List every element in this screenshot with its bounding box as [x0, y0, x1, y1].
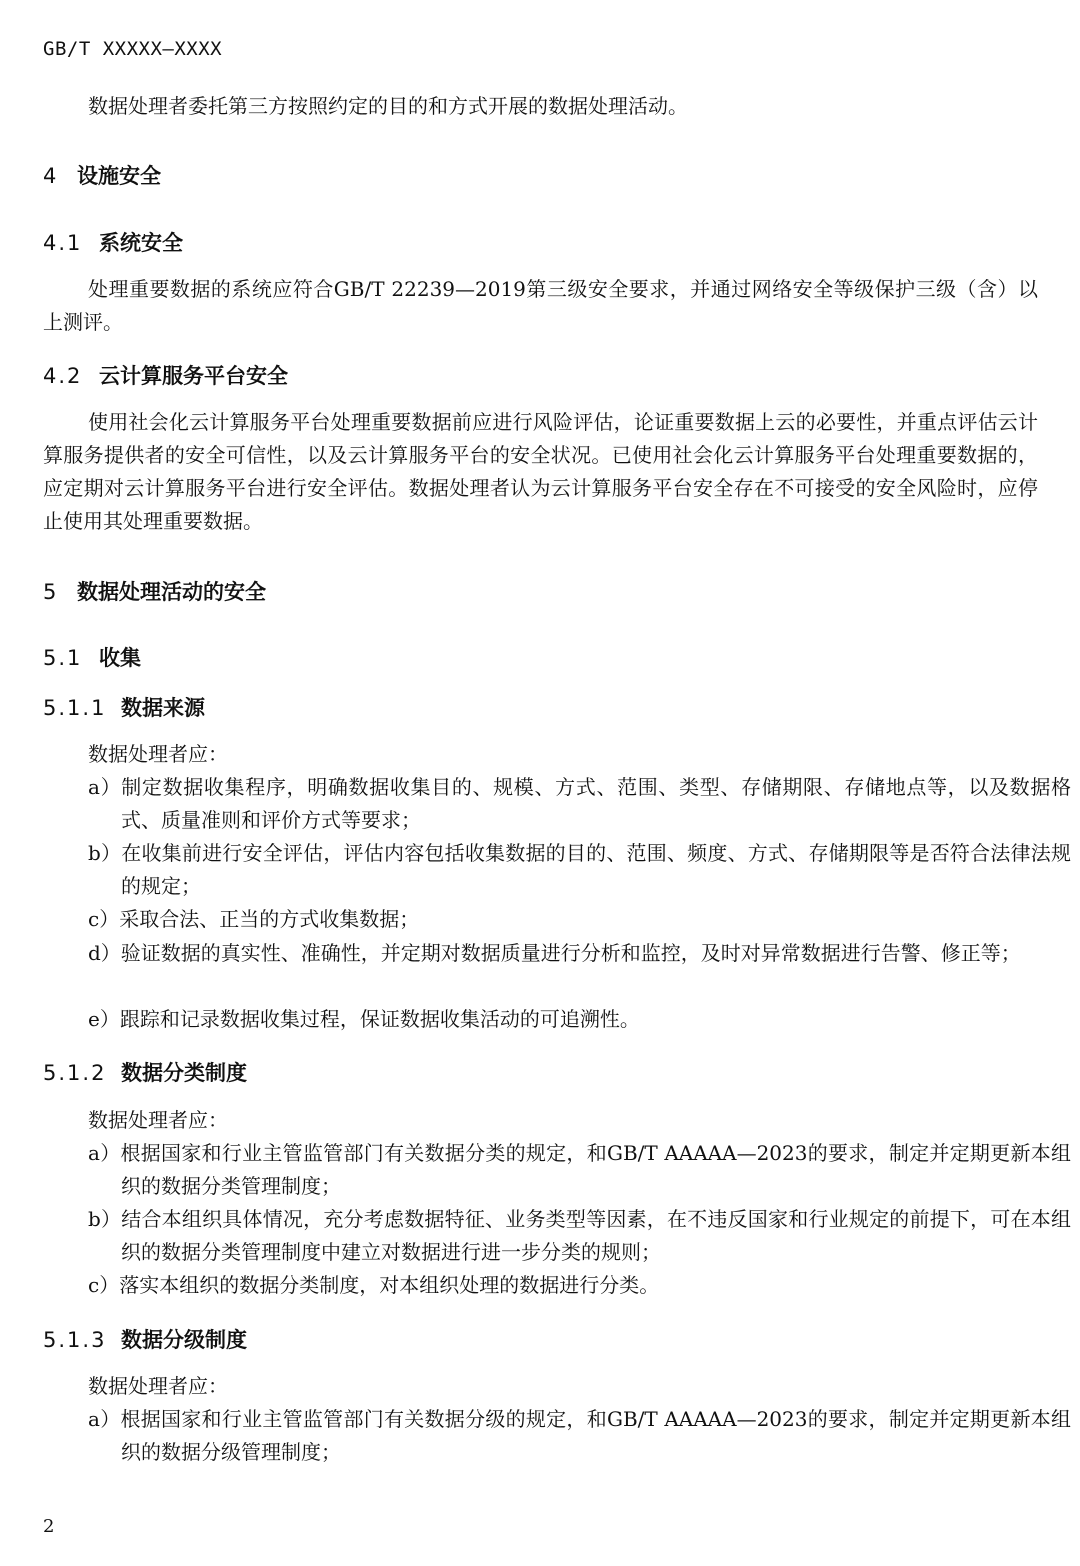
- list-item: c）落实本组织的数据分类制度，对本组织处理的数据进行分类。: [88, 1273, 660, 1297]
- list-item: a）根据国家和行业主管监管部门有关数据分级的规定，和GB/T AAAAA—2023的要求，制定并定期更新本组织的数据分级管理制度；: [88, 1407, 1071, 1464]
- section-title: 云计算服务平台安全: [99, 364, 288, 388]
- list-item: b）结合本组织具体情况，充分考虑数据特征、业务类型等因素，在不违反国家和行业规定的前提下，可在本组织的数据分类管理制度中建立对数据进行进一步分类的规则；: [88, 1207, 1071, 1264]
- section-4-1-heading: [43, 227, 183, 257]
- list-item: a）制定数据收集程序，明确数据收集目的、规模、方式、范围、类型、存储期限、存储地点等，以及数据格式、质量准则和评价方式等要求；: [88, 775, 1071, 832]
- section-title: 数据处理活动的安全: [77, 580, 266, 604]
- section-title: 收集: [99, 646, 141, 670]
- section-5-1-heading: [43, 642, 141, 672]
- section-4-2-heading: [43, 360, 288, 390]
- section-number: 4: [43, 164, 59, 188]
- section-5-1-1-heading: [43, 692, 205, 722]
- list-item: b）在收集前进行安全评估，评估内容包括收集数据的目的、范围、频度、方式、存储期限等是否符合法律法规的规定；: [88, 841, 1071, 898]
- intro-paragraph: 数据处理者委托第三方按照约定的目的和方式开展的数据处理活动。: [88, 94, 688, 118]
- page-number: 2: [43, 1516, 55, 1537]
- section-5-1-3-lead: 数据处理者应：: [88, 1374, 228, 1398]
- section-title: 数据分类制度: [121, 1061, 247, 1085]
- list-item: c）采取合法、正当的方式收集数据；: [88, 907, 420, 931]
- section-5-heading: [43, 576, 266, 606]
- section-number: 5.1: [43, 646, 83, 670]
- section-5-1-2-lead: 数据处理者应：: [88, 1108, 228, 1132]
- section-number: 5.1.1: [43, 696, 107, 720]
- list-item: a）根据国家和行业主管监管部门有关数据分类的规定，和GB/T AAAAA—2023的要求，制定并定期更新本组织的数据分类管理制度；: [88, 1141, 1071, 1198]
- section-number: 5.1.2: [43, 1061, 107, 1085]
- section-number: 4.1: [43, 231, 83, 255]
- section-number: 5: [43, 580, 59, 604]
- section-5-1-1-lead: 数据处理者应：: [88, 742, 228, 766]
- section-title: 设施安全: [77, 164, 161, 188]
- section-5-1-3-heading: [43, 1324, 247, 1354]
- section-title: 数据分级制度: [121, 1328, 247, 1352]
- section-4-heading: [43, 160, 161, 190]
- section-title: 数据来源: [121, 696, 205, 720]
- section-4-1-text: 处理重要数据的系统应符合GB/T 22239—2019第三级安全要求，并通过网络安全等级保护三级（含）以上测评。: [43, 277, 1038, 334]
- document-header: GB/T XXXXX—XXXX: [43, 38, 223, 60]
- section-4-2-text: 使用社会化云计算服务平台处理重要数据前应进行风险评估，论证重要数据上云的必要性，并重点评估云计算服务提供者的安全可信性，以及云计算服务平台的安全状况。已使用社会化云计算服务平台处理重要数据的，应定期对云计算服务平台进行安全评估。数据处理者认为云计算服务平台安全存在不可接受的安全风险时，应停止使用其处理重要数据。: [43, 410, 1038, 533]
- section-number: 5.1.3: [43, 1328, 107, 1352]
- section-title: 系统安全: [99, 231, 183, 255]
- section-number: 4.2: [43, 364, 83, 388]
- section-5-1-2-heading: [43, 1057, 247, 1087]
- list-item: e）跟踪和记录数据收集过程，保证数据收集活动的可追溯性。: [88, 1007, 640, 1031]
- list-item: d）验证数据的真实性、准确性，并定期对数据质量进行分析和监控，及时对异常数据进行告警、修正等；: [88, 941, 1021, 965]
